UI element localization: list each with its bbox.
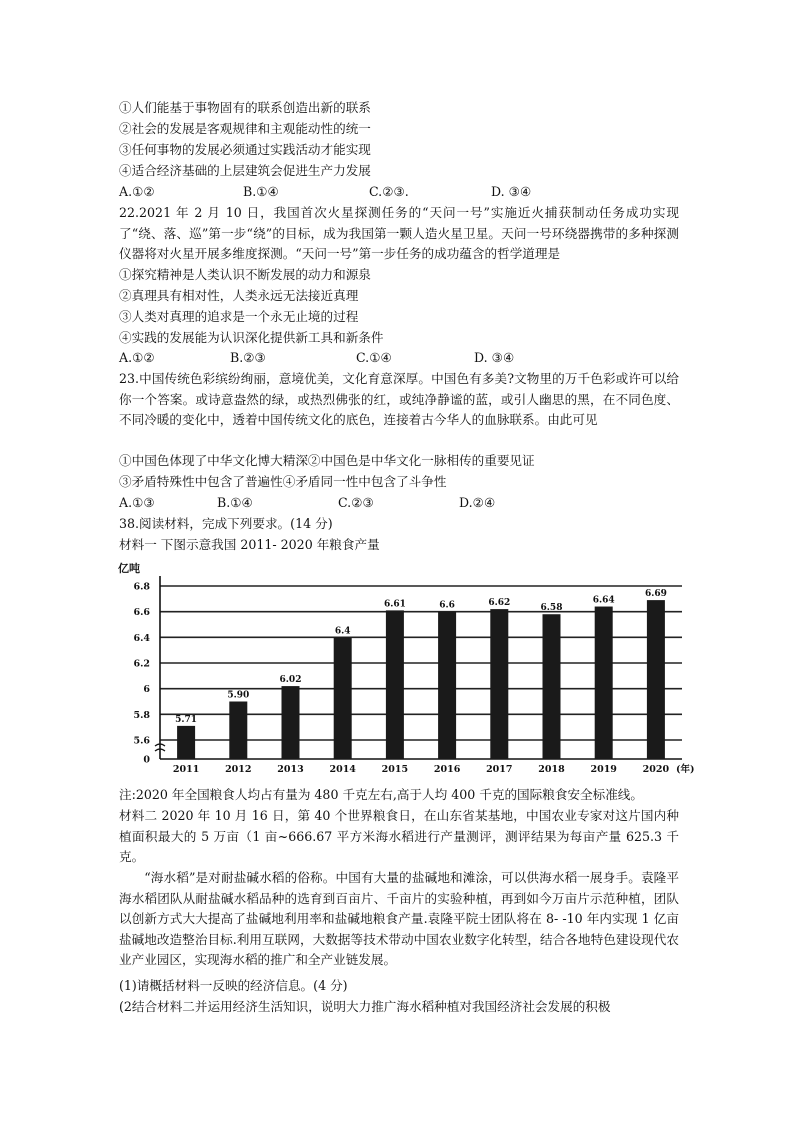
q22-item-4: ④实践的发展能为认识深化提供新工具和新条件	[119, 330, 384, 345]
bar-value-label: 6.62	[488, 598, 511, 609]
x-axis-unit-label: (年)	[676, 764, 695, 775]
chart-note: 注:2020 年全国粮食人均占有量为 480 千克左右,高于人均 400 千克的国际粮食安全标准线。	[119, 787, 643, 802]
y-tick-label: 6.2	[133, 658, 150, 670]
bar	[595, 607, 613, 759]
q22-item-1: ①探究精神是人类认识不断发展的动力和源泉	[119, 267, 371, 282]
y-tick-label: 5.6	[133, 735, 150, 747]
material1-title: 材料一 下图示意我国 2011- 2020 年粮食产量	[119, 537, 380, 552]
bar	[647, 600, 665, 759]
q21-item-4: ④适合经济基础的上层建筑会促进生产力发展	[119, 163, 371, 178]
bar-value-label: 6.58	[540, 603, 563, 614]
x-tick-label: 2019	[590, 764, 617, 775]
q23-stem: 23.中国传统色彩缤纷绚丽，意境优美，文化育意深厚。中国色有多美?文物里的万千色彩或许可以给你一个答案。或诗意盎然的绿，或热烈佛张的红，或纯净静谧的蓝，或引人幽思的黑，在不同色度、不同冷暖的变化中，透着中国传统文化的底色，连接着古今华人的血脉联系。由此可见	[119, 371, 679, 427]
x-tick-label: 2018	[538, 764, 565, 775]
bar-value-label: 6.02	[279, 675, 302, 686]
material2-paragraph-1: 材料二 2020 年 10 月 16 日，第 40 个世界粮食日，在山东省某基地，中国农业专家对这片国内种植面积最大的 5 万亩（1 亩~666.67 平方米海水稻进行产量测评，测评结果为每亩产量 625.3 千克。	[119, 808, 679, 864]
q22-option-b: B.②③	[230, 350, 266, 365]
x-tick-label: 2016	[433, 764, 461, 775]
bar	[438, 612, 456, 759]
q23-option-b: B.①④	[217, 495, 253, 510]
bar	[386, 610, 404, 759]
q38-title: 38.阅读材料，完成下列要求。(14 分)	[119, 516, 333, 531]
q21-option-d: D. ③④	[491, 184, 532, 199]
x-tick-label: 2013	[277, 764, 304, 775]
y-tick-label: 0	[143, 754, 150, 766]
requirement-1: (1)请概括材料一反映的经济信息。(4 分)	[119, 978, 348, 993]
q23-item-2: ③矛盾特殊性中包含了普遍性④矛盾同一性中包含了斗争性	[119, 474, 447, 489]
bar-value-label: 6.4	[334, 626, 351, 637]
x-tick-label: 2012	[225, 764, 252, 775]
x-tick-label: 2011	[172, 764, 200, 775]
grain-output-chart	[116, 562, 695, 782]
q23-item-1: ①中国色体现了中华文化博大精深②中国色是中华文化一脉相传的重要见证	[119, 453, 535, 468]
bar-value-label: 6.69	[644, 589, 667, 600]
bar-value-label: 6.61	[383, 599, 406, 610]
q21-option-b: B.①④	[243, 184, 279, 199]
bar-value-label: 5.90	[227, 690, 250, 701]
x-tick-label: 2020	[642, 764, 670, 775]
y-tick-label: 6.6	[133, 607, 150, 619]
bar-value-label: 6.6	[439, 600, 455, 611]
bar	[282, 686, 300, 759]
q23-option-c: C.②③	[338, 495, 374, 510]
q22-item-3: ③人类对真理的追求是一个永无止境的过程	[119, 309, 359, 324]
material2-paragraph-2: “海水稻”是对耐盐碱水稻的俗称。中国有大量的盐碱地和滩涂，可以供海水稻一展身手。袁隆平海水稻团队从耐盐碱水稻品种的选育到百亩片、千亩片的实验种植，再到如今万亩片示范种植，团队以创新方式大大提高了盐碱地利用率和盐碱地粮食产量.袁隆平院士团队将在 8- -10 年内实现 1 亿亩盐碱地改造整治目标.利用互联网，大数据等技术带动中国农业数字化转型，结合各地特色建设现代农业产业园区，实现海水稻的推广和全产业链发展。	[119, 870, 679, 967]
bar-value-label: 5.71	[175, 714, 198, 725]
bar	[177, 726, 195, 759]
q23-option-a: A.①③	[119, 495, 155, 510]
x-tick-label: 2017	[486, 764, 513, 775]
q22-option-a: A.①②	[119, 350, 155, 365]
bar	[334, 637, 352, 759]
bar	[229, 702, 247, 760]
x-tick-label: 2014	[329, 764, 356, 775]
y-tick-label: 6	[143, 684, 150, 696]
bar	[543, 614, 561, 759]
q23-option-d: D.②④	[459, 495, 496, 510]
bar	[490, 609, 508, 759]
y-tick-label: 6.8	[133, 581, 150, 593]
requirement-2: (2结合材料二并运用经济生活知识，说明大力推广海水稻种植对我国经济社会发展的积极	[119, 999, 611, 1014]
q22-option-d: D. ③④	[474, 350, 515, 365]
q21-item-1: ①人们能基于事物固有的联系创造出新的联系	[119, 100, 371, 115]
q22-item-2: ②真理具有相对性，人类永远无法接近真理	[119, 288, 359, 303]
q21-item-3: ③任何事物的发展必须通过实践活动才能实现	[119, 142, 371, 157]
x-tick-label: 2015	[381, 764, 409, 775]
q22-stem: 22.2021 年 2 月 10 日，我国首次火星探测任务的“天问一号”实施近火捕获制动任务成功实现了“绕、落、巡”第一步“绕”的目标，成为我国第一颗人造火星卫星。天问一号环绕器携带的多种探测仪器将对火星开展多维度探测。“天问一号”第一步任务的成功蕴含的哲学道理是	[119, 205, 679, 261]
q21-item-2: ②社会的发展是客观规律和主观能动性的统一	[119, 121, 371, 136]
bar-value-label: 6.64	[592, 595, 615, 606]
q21-option-c: C.②③.	[369, 184, 409, 199]
y-tick-label: 5.8	[133, 709, 150, 721]
y-axis-label: 亿吨	[118, 562, 140, 575]
q21-option-a: A.①②	[119, 184, 155, 199]
q22-option-c: C.①④	[356, 350, 392, 365]
y-tick-label: 6.4	[133, 632, 150, 644]
